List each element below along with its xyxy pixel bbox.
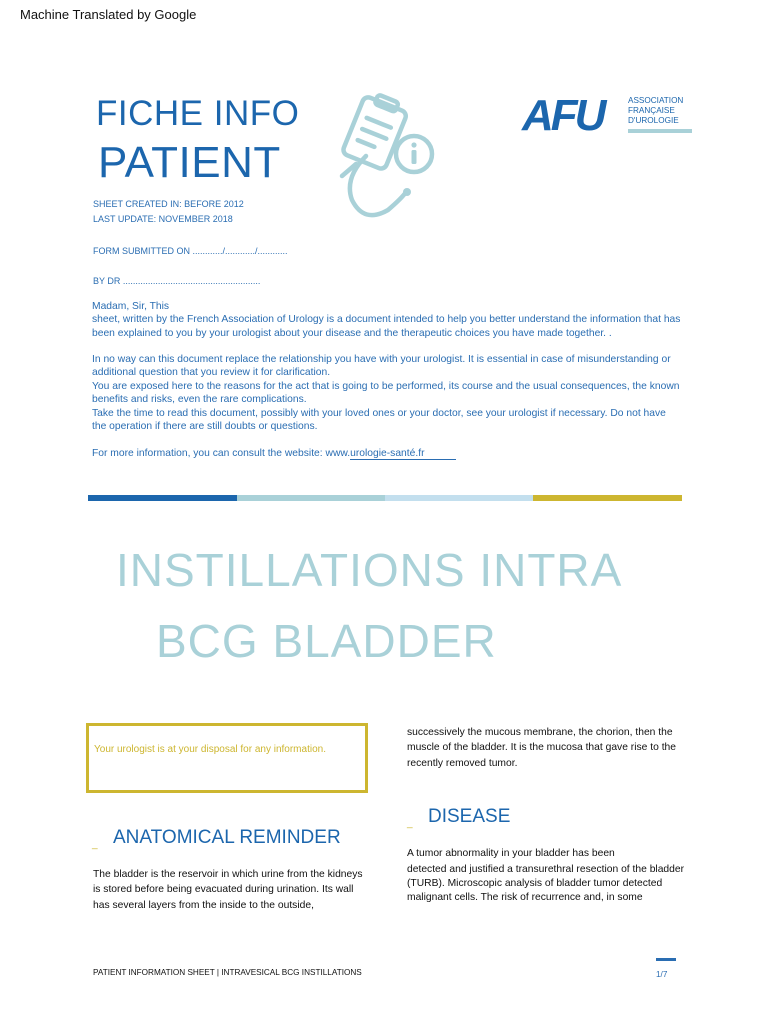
main-title-line1: INSTILLATIONS INTRA — [116, 544, 623, 596]
sheet-created-date: SHEET CREATED IN: BEFORE 2012 — [93, 199, 244, 209]
disease-text — [407, 846, 692, 905]
disease-line: A tumor abnormality in your bladder has been — [407, 848, 615, 859]
afu-tagline-line: ASSOCIATION — [628, 96, 684, 105]
last-update-date: LAST UPDATE: NOVEMBER 2018 — [93, 214, 233, 224]
more-info-link[interactable]: For more information, you can consult the website: www.urologie-santé.fr — [92, 448, 425, 459]
page-number: 1/7 — [656, 970, 668, 979]
header-title-line2: PATIENT — [98, 138, 281, 187]
footer-title: PATIENT INFORMATION SHEET | INTRAVESICAL BCG INSTILLATIONS — [93, 968, 362, 977]
afu-tagline-line: FRANÇAISE — [628, 106, 675, 115]
paragraph: You are exposed here to the reasons for the act that is going to be performed, its course and the usual consequences, the known benefits and risks, even the rare complications. — [92, 380, 680, 406]
intro-text: sheet, written by the French Association of Urology is a document intended to help you better understand the information that has been explained to you by your urologist about your disease and the therapeutic choices you have made together. . — [92, 314, 681, 339]
link-underline — [350, 459, 456, 460]
callout-box — [86, 723, 368, 793]
main-title-line2: BCG BLADDER — [156, 615, 497, 667]
footer-page-marker — [656, 958, 676, 961]
bar-segment-light-blue — [385, 495, 533, 501]
heading-marker: _ — [92, 839, 98, 850]
form-submitted-field: FORM SUBMITTED ON ............/............/............ — [93, 246, 288, 256]
info-paragraphs — [92, 353, 682, 433]
intro-paragraph — [92, 300, 682, 340]
afu-logo — [522, 91, 697, 140]
anatomical-reminder-heading: ANATOMICAL REMINDER — [113, 827, 341, 848]
bar-segment-gold — [533, 495, 682, 501]
afu-logo-underline — [628, 129, 692, 133]
intro-greeting: Madam, Sir, This — [92, 301, 170, 312]
color-divider-bar — [88, 495, 682, 501]
machine-translation-banner: Machine Translated by Google — [20, 7, 197, 22]
afu-logo-letters: AFU — [522, 91, 604, 140]
callout-text: Your urologist is at your disposal for any information. — [94, 744, 326, 755]
paragraph: Take the time to read this document, possibly with your loved ones or your doctor, see your urologist if necessary. Do not have the operation if there are still doubts or questions. — [92, 407, 666, 433]
afu-tagline-line: D'UROLOGIE — [628, 116, 679, 125]
disease-line: detected and justified a transurethral resection of the bladder (TURB). Microscopic analysis of bladder tumor detected malignant cells. The risk of recurrence and, in some — [407, 864, 685, 904]
paragraph: In no way can this document replace the relationship you have with your urologist. It is essential in case of misunderstanding or additional question that you review it for clarification. — [92, 354, 671, 379]
heading-marker: _ — [407, 818, 413, 829]
afu-logo-tagline — [628, 96, 683, 126]
clipboard-stethoscope-icon — [330, 92, 440, 227]
anatomical-text: The bladder is the reservoir in which urine from the kidneys is stored before being evacuated during urination. Its wall has several layers from the inside to the outside, — [93, 869, 363, 911]
bar-segment-blue — [88, 495, 237, 501]
disease-heading: DISEASE — [428, 806, 511, 827]
bar-segment-teal — [237, 495, 385, 501]
header-title-line1: FICHE INFO — [96, 94, 300, 133]
bladder-layers-text: successively the mucous membrane, the chorion, then the muscle of the bladder. It is the mucosa that gave rise to the recently removed tumor. — [407, 727, 677, 769]
by-doctor-field: BY DR ....................................................... — [93, 276, 261, 286]
